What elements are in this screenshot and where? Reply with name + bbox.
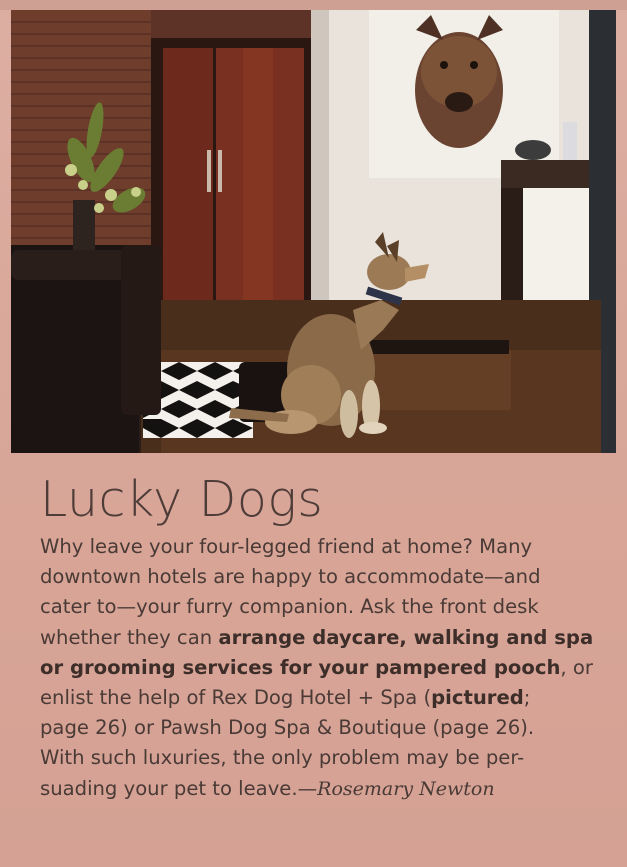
bold-text: arrange daycare, walking and spa [218, 625, 594, 649]
body-text: , or [560, 655, 593, 679]
page-edge [0, 0, 627, 10]
article-title: Lucky Dogs [40, 471, 324, 528]
article-line [40, 683, 600, 713]
bold-text: or grooming services for your pampered pooch [40, 655, 561, 679]
article-body [40, 532, 600, 804]
article-line [40, 653, 600, 683]
body-text: downtown hotels are happy to accommodate—and [40, 565, 541, 589]
article [40, 472, 600, 804]
body-text: Why leave your four-legged friend at home? Many [40, 535, 533, 558]
article-line [40, 592, 600, 622]
body-text: whether they can [40, 625, 219, 649]
body-text: With such luxuries, the only problem may be per- [40, 746, 525, 770]
body-text: cater to—your furry companion. Ask the front desk [40, 595, 539, 619]
article-line [40, 774, 600, 804]
body-text: page 26) or Pawsh Dog Spa & Boutique (page 26). [40, 716, 535, 740]
bold-text: pictured [431, 686, 524, 710]
article-line [40, 623, 600, 653]
hotel-lobby-photo [11, 10, 616, 453]
article-line [40, 562, 600, 592]
article-line [40, 532, 600, 562]
body-text: enlist the help of Rex Dog Hotel + Spa ( [40, 686, 432, 710]
body-text: suading your pet to leave.— [40, 776, 318, 800]
author-byline: Rosemary Newton [317, 777, 495, 800]
body-text: ; [523, 686, 531, 710]
article-line [40, 743, 600, 773]
article-line [40, 713, 600, 743]
